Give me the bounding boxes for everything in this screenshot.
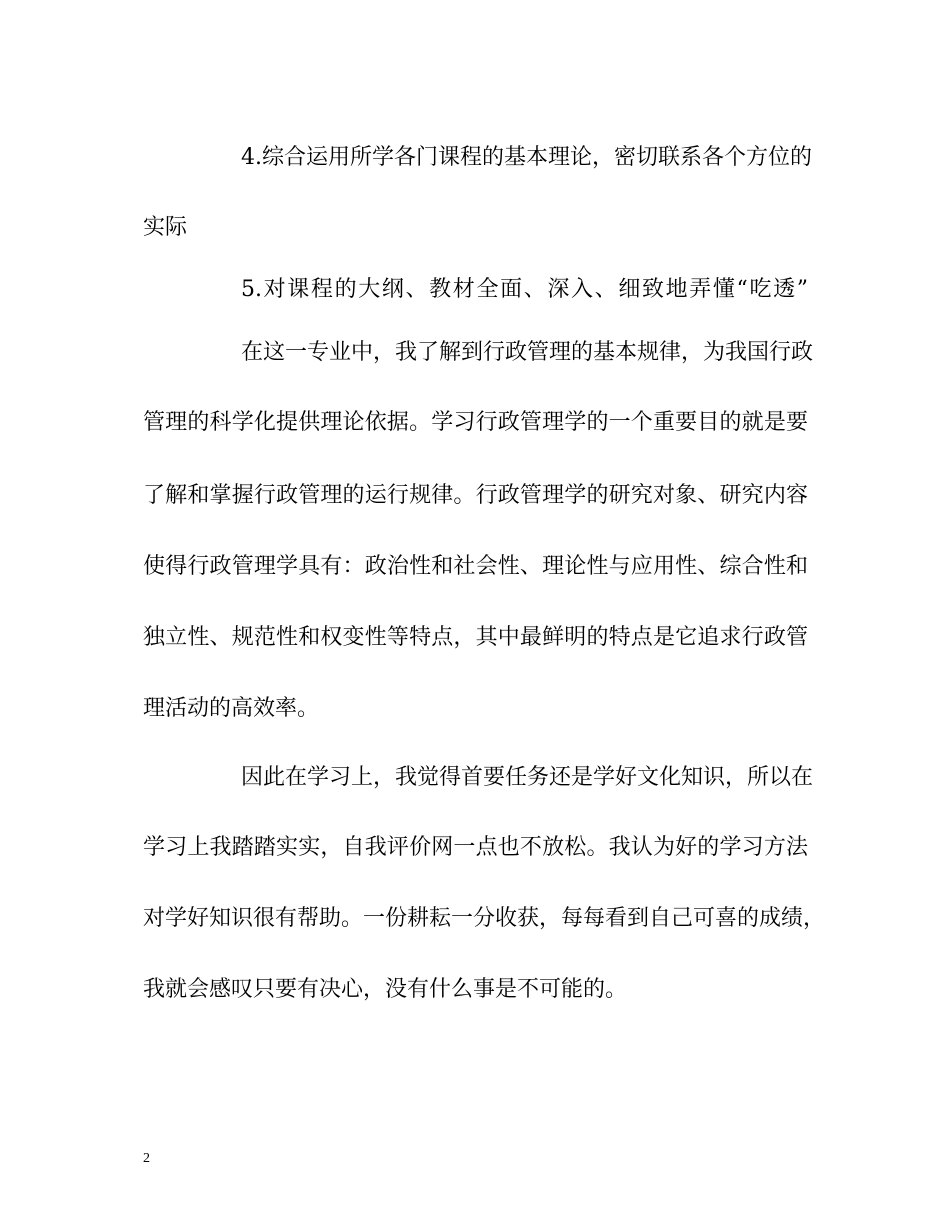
paragraph-1-line-6: 理活动的高效率。 xyxy=(143,696,320,721)
list-item-4-line-2: 实际 xyxy=(143,215,188,240)
paragraph-1-line-5: 独立性、规范性和权变性等特点，其中最鲜明的特点是它追求行政管 xyxy=(143,625,808,650)
paragraph-2-line-3: 对学好知识很有帮助。一份耕耘一分收获，每每看到自己可喜的成绩， xyxy=(143,906,826,931)
paragraph-1-line-3: 了解和掌握行政管理的运行规律。行政管理学的研究对象、研究内容 xyxy=(143,483,808,508)
paragraph-1-line-4: 使得行政管理学具有：政治性和社会性、理论性与应用性、综合性和 xyxy=(143,554,808,579)
list-item-4-line-1: 4.综合运用所学各门课程的基本理论，密切联系各个方位的 xyxy=(241,145,812,170)
paragraph-2-line-4: 我就会感叹只要有决心，没有什么事是不可能的。 xyxy=(143,977,628,1002)
paragraph-2-line-1: 因此在学习上，我觉得首要任务还是学好文化知识，所以在 xyxy=(241,765,814,790)
list-item-5: 5.对课程的大纲、教材全面、深入、细致地弄懂“吃透” xyxy=(241,277,808,302)
page-number: 2 xyxy=(143,1151,150,1166)
paragraph-1-line-1: 在这一专业中，我了解到行政管理的基本规律，为我国行政 xyxy=(241,340,814,365)
paragraph-1-line-2: 管理的科学化提供理论依据。学习行政管理学的一个重要目的就是要 xyxy=(143,410,808,435)
paragraph-2-line-2: 学习上我踏踏实实，自我评价网一点也不放松。我认为好的学习方法 xyxy=(143,835,808,860)
